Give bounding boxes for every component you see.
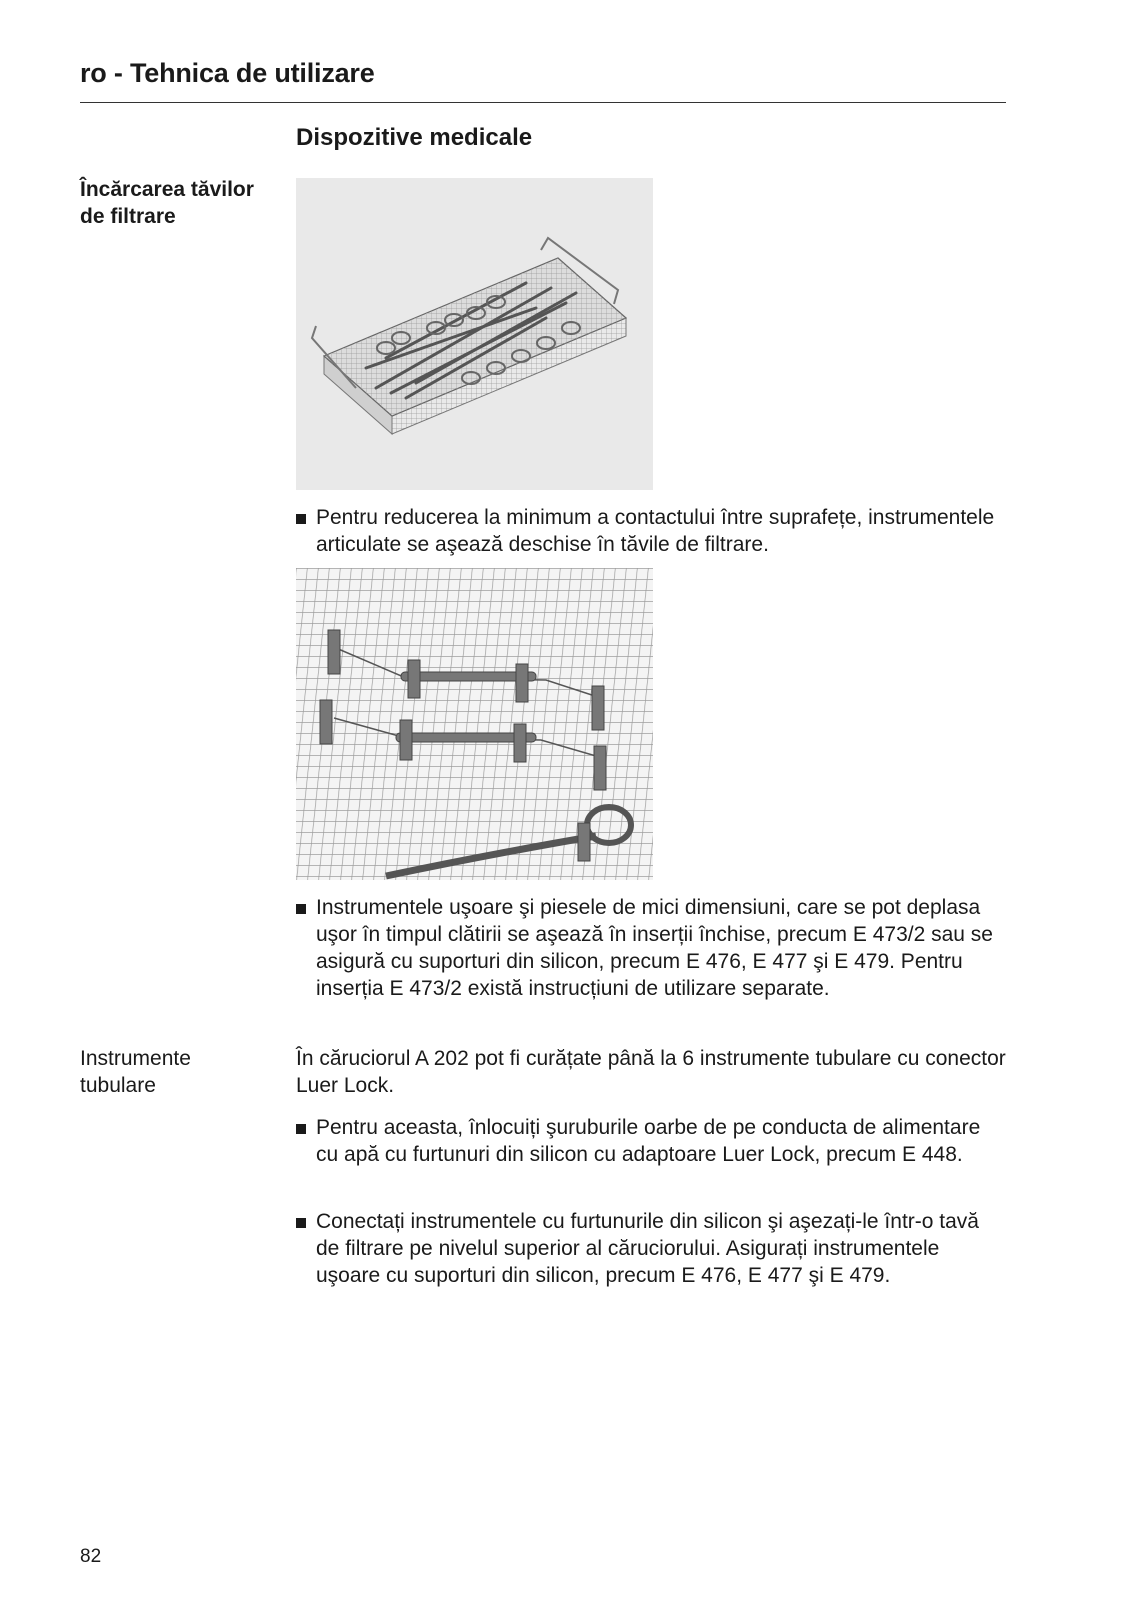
bullet-item [296,504,1008,558]
bullet-square-icon [296,514,306,524]
bullet-item [296,894,1008,1002]
bullet-square-icon [296,1124,306,1134]
paragraph: În căruciorul A 202 pot fi curățate până la 6 instrumente tubulare cu conector Luer Lock. [296,1047,1006,1097]
mesh-grid-illustration [296,568,653,880]
bullet-text: Conectați instrumentele cu furtunurile din silicon şi aşezați-le într-o tavă de filtrare pe nivelul superior al căruciorului. Asigurați instrumentele uşoare cu suporturi din silicon, precum E 476, E 477 şi E 479. [316,1210,979,1287]
side-label-tubular-instruments: Instrumente tubulare [80,1047,191,1097]
bullet-text: Pentru reducerea la minimum a contactului între suprafețe, instrumentele articulate se aşează deschise în tăvile de filtrare. [316,506,995,556]
bullet-square-icon [296,1218,306,1228]
page-header-title: ro - Tehnica de utilizare [80,58,375,88]
page-number: 82 [80,1546,102,1567]
bullet-text: Instrumentele uşoare şi piesele de mici dimensiuni, care se pot deplasa uşor în timpul clătirii se aşează în inserții închise, precum E 473/2 sau se asigură cu suporturi din silicon, precum E 476, E 477 şi E 479. Pentru inserția E 473/2 există instrucțiuni de utilizare separate. [316,896,993,1000]
bullet-item [296,1114,1008,1168]
header-divider [80,102,1006,103]
section-title: Dispozitive medicale [296,124,533,151]
bullet-square-icon [296,904,306,914]
bullet-text: Pentru aceasta, înlocuiți şuruburile oarbe de pe conducta de alimentare cu apă cu furtunuri din silicon cu adaptoare Luer Lock, precum E 448. [316,1116,981,1166]
tray-illustration [296,178,653,490]
bullet-item [296,1208,1008,1289]
side-label-loading-trays: Încărcarea tăvilor de filtrare [80,178,254,228]
